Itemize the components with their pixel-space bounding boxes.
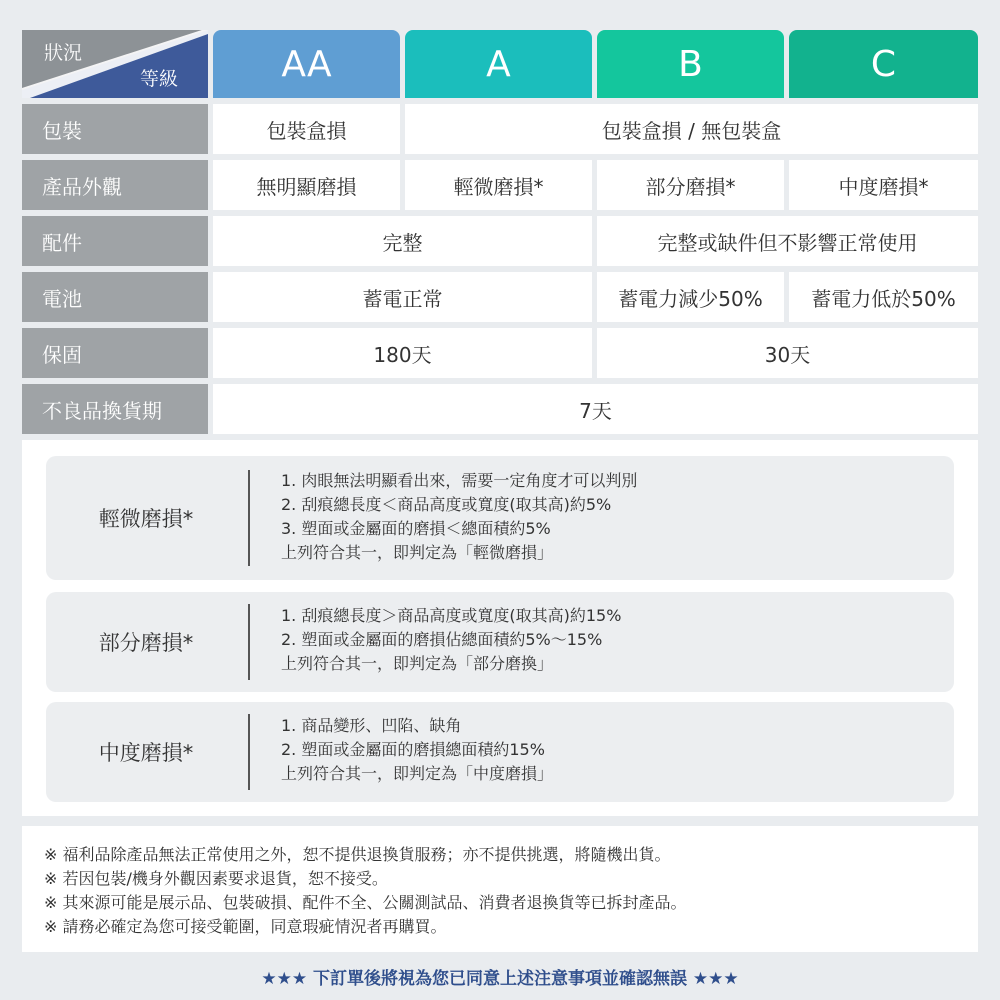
- footnote-line: ※ 若因包裝/機身外觀因素要求退貨，恕不接受。: [44, 869, 388, 888]
- definition-line: 1. 肉眼無法明顯看出來，需要一定角度才可以判別: [281, 471, 638, 490]
- definition-line: 上列符合其一，即判定為「中度磨損」: [281, 764, 554, 783]
- footnote-line: ※ 請務必確定為您可接受範圍，同意瑕疵情況者再購買。: [44, 917, 447, 936]
- definition-line: 2. 塑面或金屬面的磨損總面積約15%: [281, 740, 545, 759]
- row-header-packaging: 包裝: [22, 104, 208, 154]
- agreement-banner: ★★★ 下訂單後將視為您已同意上述注意事項並確認無誤 ★★★: [261, 968, 739, 989]
- definition-line: 2. 塑面或金屬面的磨損佔總面積約5%～15%: [281, 630, 603, 649]
- definition-slight-wear: [46, 456, 954, 580]
- definition-line: 3. 塑面或金屬面的磨損＜總面積約5%: [281, 519, 551, 538]
- definition-line: 1. 刮痕總長度＞商品高度或寬度(取其高)約15%: [281, 606, 622, 625]
- definition-line: 2. 刮痕總長度＜商品高度或寬度(取其高)約5%: [281, 495, 612, 514]
- definition-term: 輕微磨損*: [98, 507, 194, 531]
- definition-lines: [281, 714, 553, 786]
- definition-divider: [248, 470, 250, 566]
- cell-packaging-aa: 包裝盒損: [213, 104, 400, 154]
- definition-lines: [281, 604, 621, 676]
- grade-header-a: A: [405, 30, 592, 98]
- cell-exchange-period-all: 7天: [213, 384, 978, 434]
- grade-header-aa: AA: [213, 30, 400, 98]
- definition-line: 1. 商品變形、凹陷、缺角: [281, 716, 462, 735]
- definition-line: 上列符合其一，即判定為「部分磨換」: [281, 654, 554, 673]
- cell-appearance-a: 輕微磨損*: [405, 160, 592, 210]
- footnote-line: ※ 其來源可能是展示品、包裝破損、配件不全、公關測試品、消費者退換貨等已拆封產品。: [44, 893, 687, 912]
- definition-partial-wear: [46, 592, 954, 692]
- definition-moderate-wear: [46, 702, 954, 802]
- definition-divider: [248, 714, 250, 790]
- cell-warranty-b-c: 30天: [597, 328, 978, 378]
- definition-lines: [281, 469, 637, 565]
- row-header-exchange-period: 不良品換貨期: [22, 384, 208, 434]
- cell-warranty-aa-a: 180天: [213, 328, 592, 378]
- grade-header-b: B: [597, 30, 784, 98]
- table-corner-header: [22, 30, 208, 98]
- definition-divider: [248, 604, 250, 680]
- cell-accessories-b-c: 完整或缺件但不影響正常使用: [597, 216, 978, 266]
- corner-status-label: 狀況: [44, 42, 83, 64]
- cell-appearance-b: 部分磨損*: [597, 160, 784, 210]
- cell-packaging-a-c: 包裝盒損 / 無包裝盒: [405, 104, 978, 154]
- cell-accessories-aa-a: 完整: [213, 216, 592, 266]
- corner-grade-label: 等級: [140, 68, 179, 90]
- row-header-warranty: 保固: [22, 328, 208, 378]
- definition-term: 部分磨損*: [98, 631, 194, 655]
- grade-header-c: C: [789, 30, 978, 98]
- cell-battery-aa-a: 蓄電正常: [213, 272, 592, 322]
- cell-battery-c: 蓄電力低於50%: [789, 272, 978, 322]
- cell-battery-b: 蓄電力減少50%: [597, 272, 784, 322]
- row-header-accessories: 配件: [22, 216, 208, 266]
- footnote-line: ※ 福利品除產品無法正常使用之外，恕不提供退換貨服務；亦不提供挑選，將隨機出貨。: [44, 845, 671, 864]
- footnotes-panel: [22, 826, 978, 952]
- definition-line: 上列符合其一，即判定為「輕微磨損」: [281, 543, 554, 562]
- cell-appearance-aa: 無明顯磨損: [213, 160, 400, 210]
- row-header-battery: 電池: [22, 272, 208, 322]
- row-header-appearance: 產品外觀: [22, 160, 208, 210]
- definition-term: 中度磨損*: [98, 741, 194, 765]
- cell-appearance-c: 中度磨損*: [789, 160, 978, 210]
